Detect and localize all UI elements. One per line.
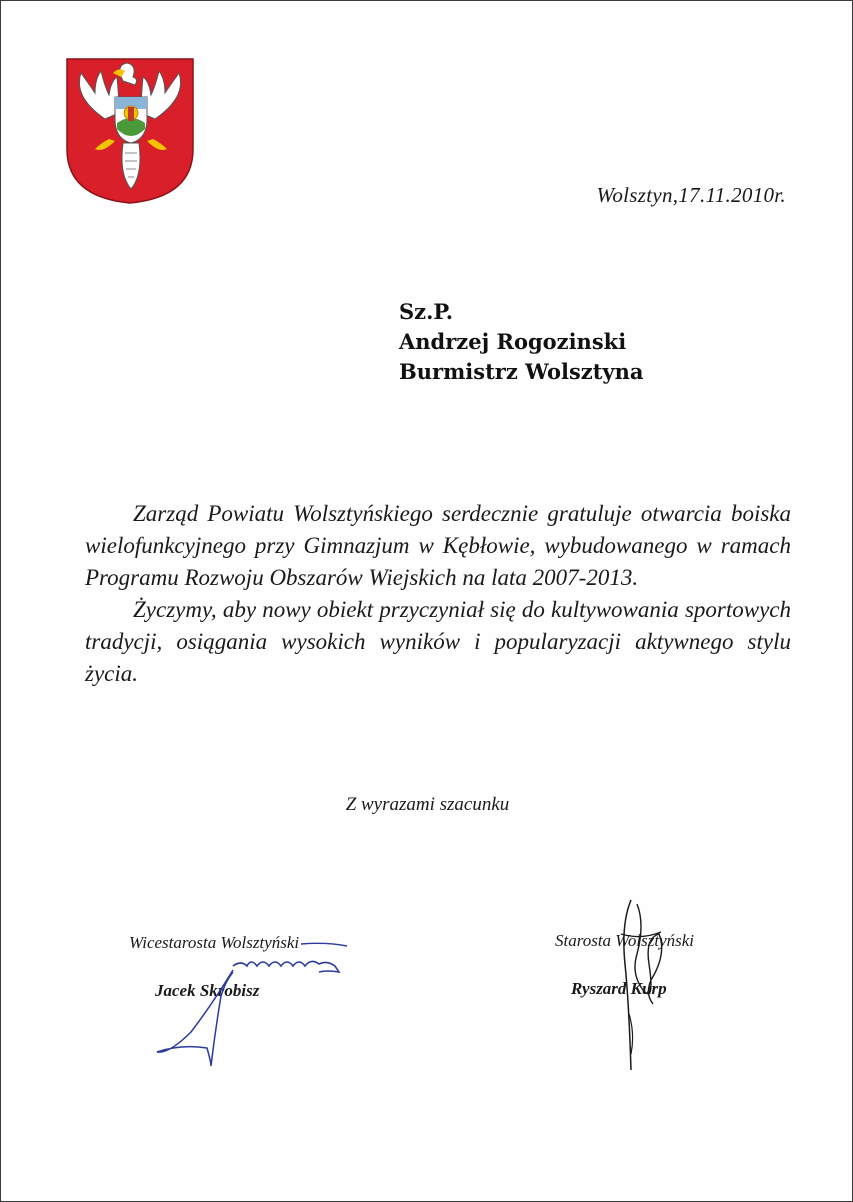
addressee-title: Burmistrz Wolsztyna (399, 359, 644, 384)
addressee-block (399, 297, 643, 387)
letter-date: Wolsztyn,17.11.2010r. (596, 183, 786, 207)
signatory-name: Ryszard Kurp (571, 979, 667, 998)
addressee-name: Andrzej Rogozinski (399, 329, 627, 354)
closing-phrase: Z wyrazami szacunku (345, 794, 510, 815)
signatory-role: Wicestarosta Wolsztyński (129, 933, 300, 952)
body-paragraph: Zarząd Powiatu Wolsztyńskiego serdecznie gratuluje otwarcia boiska wielofunkcyjnego przy Gimnazjum w Kębłowie, wybudowanego w ramach Programu Rozwoju Obszarów Wiejskich na lata 2007-2013. (85, 501, 791, 590)
letter-body (85, 498, 791, 690)
signatory-role: Starosta Wolsztyński (555, 931, 695, 950)
signature-block-head (555, 931, 755, 999)
signature-block-deputy (129, 933, 349, 1001)
signatory-name: Jacek Skrobisz (155, 981, 260, 1000)
body-paragraph: Życzymy, aby nowy obiekt przyczyniał się do kultywowania sportowych tradycji, osiągania wysokich wyników i popularyzacji aktywnego stylu życia. (85, 597, 791, 686)
addressee-salutation: Sz.P. (399, 299, 454, 324)
eagle-crest-icon (65, 57, 195, 205)
